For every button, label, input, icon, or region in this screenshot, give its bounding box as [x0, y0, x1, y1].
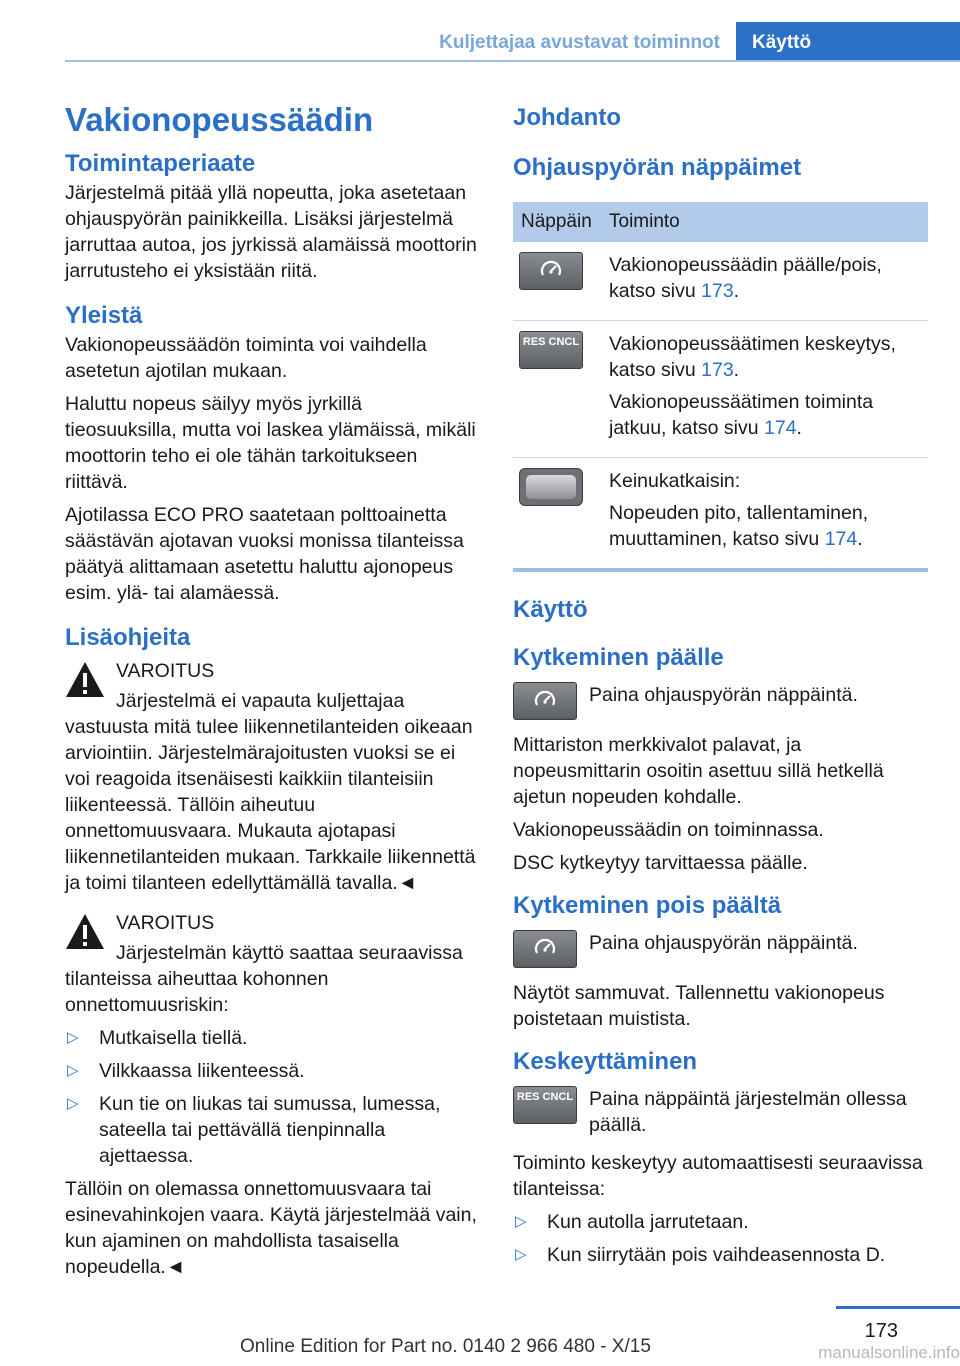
bullet-triangle-icon: ▷: [67, 1095, 79, 1112]
page-link[interactable]: 173: [701, 280, 734, 302]
page-link[interactable]: 174: [764, 417, 797, 439]
page-number: 173: [864, 1320, 898, 1342]
instruction-text: Paina ohjauspyörän näppäintä.: [589, 684, 858, 706]
key-instruction-on: [513, 682, 928, 720]
heading-switch-on: Kytkeminen päälle: [513, 644, 724, 671]
key-instruction-off: [513, 930, 928, 968]
page-link[interactable]: 173: [701, 359, 734, 381]
list-item: ▷ Mutkaisella tiellä.: [67, 1027, 248, 1049]
warning-block-2: [65, 910, 477, 1280]
paragraph-on-3: DSC kytkeytyy tarvittaessa päälle.: [513, 852, 808, 874]
key-instruction-pause: [513, 1086, 928, 1138]
warning-triangle-icon: [65, 912, 105, 952]
page-link[interactable]: 174: [824, 528, 858, 550]
table-cell-text: Keinukatkaisin:: [609, 470, 741, 492]
keys-table: [513, 202, 928, 572]
paragraph-on-2: Vakionopeussäädin on toiminnassa.: [513, 819, 824, 841]
paragraph-pause-1: Toiminto keskeytyy automaattisesti seuraavissa tilanteissa:: [513, 1152, 923, 1200]
warning-triangle-icon: [65, 660, 105, 700]
heading-steering-keys: Ohjauspyörän näppäimet: [513, 154, 802, 181]
column-header: Toiminto: [601, 202, 928, 242]
bullet-triangle-icon: ▷: [515, 1213, 527, 1230]
heading-lisaohjeita: Lisäohjeita: [65, 624, 191, 651]
chapter-breadcrumb: Kuljettajaa avustavat toiminnot: [439, 32, 720, 53]
table-cell-text: Nopeuden pito, tallentaminen, muuttaminen, katso sivu 174.: [609, 502, 869, 550]
right-column: [513, 102, 928, 1275]
footer-rule: [836, 1306, 960, 1309]
warning-block-1: [65, 658, 477, 896]
bullet-triangle-icon: ▷: [67, 1062, 79, 1079]
warning-text-2: Järjestelmän käyttö saattaa seuraavissa tilanteissa aiheuttaa kohonnen onnettomuusriskin:: [65, 942, 463, 1016]
res-cncl-button-icon: RES CNCL: [519, 331, 583, 369]
rocker-switch-icon: [519, 468, 583, 506]
table-row: [513, 242, 928, 321]
instruction-text: Paina ohjauspyörän näppäintä.: [589, 932, 858, 954]
table-cell-text: Vakionopeussäädin päälle/pois, katso sivu 173.: [609, 254, 882, 302]
paragraph-general-3: Ajotilassa ECO PRO saatetaan polttoainetta säästävän ajotavan vuoksi monissa tilanteissa päätyä alittamaan asetettu haluttu ajonopeus esim. ylä- tai alamäessä.: [65, 504, 464, 604]
table-row: [513, 458, 928, 571]
paragraph-principle: Järjestelmä pitää yllä nopeutta, joka asetetaan ohjauspyörän painikkeilla. Lisäksi järjestelmä jarruttaa autoa, jos jyrkissä alamäissä moottorin jarrutusteho ei yksistään riitä.: [65, 182, 477, 282]
heading-switch-off: Kytkeminen pois päältä: [513, 892, 782, 919]
paragraph-off-1: Näytöt sammuvat. Tallennettu vakionopeus poistetaan muistista.: [513, 982, 885, 1030]
res-cncl-button-icon: RES CNCL: [513, 1086, 577, 1124]
heading-johdanto: Johdanto: [513, 104, 621, 131]
page-header: [0, 22, 960, 64]
page-footer: [0, 1300, 960, 1362]
table-row: [513, 321, 928, 458]
heading-kaytto: Käyttö: [513, 596, 588, 623]
watermark: manualsonline.info: [818, 1343, 960, 1362]
section-tab: Käyttö: [752, 32, 812, 53]
list-item: ▷ Vilkkaassa liikenteessä.: [67, 1060, 305, 1082]
paragraph-general-1: Vakionopeussäädön toiminta voi vaihdella asetetun ajotilan mukaan.: [65, 334, 427, 382]
bullet-triangle-icon: ▷: [67, 1029, 79, 1046]
warning-text-1: Järjestelmä ei vapauta kuljettajaa vastuusta mitä tulee liikennetilanteiden oikeaan arviointiin. Järjestelmärajoitusten vuoksi se ei voi reagoida itsenäisesti kaikkiin tilanteisiin liikenteessä. Tällöin aiheutuu onnettomuusvaara. Mukauta ajotapasi liikennetilanteiden mukaan. Tarkkaile liikennettä ja toimi tilanteen edellyttämällä tavalla.◄: [65, 690, 476, 894]
paragraph-general-2: Haluttu nopeus säilyy myös jyrkillä tieosuuksilla, mutta voi laskea ylämäissä, mikäli moottorin teho ei ole tähän tarkoitukseen riittävä.: [65, 393, 476, 493]
list-item: ▷ Kun siirrytään pois vaihdeasennosta D.: [515, 1244, 886, 1266]
warning-title: VAROITUS: [116, 912, 215, 934]
risk-list: [65, 1025, 477, 1169]
list-item: ▷ Kun autolla jarrutetaan.: [515, 1211, 749, 1233]
column-header: Näppäin: [513, 202, 601, 242]
page-title: Vakionopeussäädin: [65, 101, 374, 138]
edition-text: Online Edition for Part no. 0140 2 966 480 - X/15: [240, 1336, 651, 1357]
warning-conclusion: Tällöin on olemassa onnettomuusvaara tai esinevahinkojen vaara. Käytä järjestelmää vain, kun ajaminen on mahdollista tasaisella nopeudella.◄: [65, 1178, 477, 1278]
warning-title: VAROITUS: [116, 660, 215, 682]
bullet-triangle-icon: ▷: [515, 1246, 527, 1263]
table-cell-text: Vakionopeussäätimen toiminta jatkuu, katso sivu 174.: [609, 391, 874, 439]
left-column: [65, 100, 477, 1287]
heading-pause: Keskeyttäminen: [513, 1048, 698, 1075]
heading-toimintaperiaate: Toimintaperiaate: [65, 150, 256, 177]
paragraph-on-1: Mittariston merkkivalot palavat, ja nopeusmittarin osoitin asettuu sillä hetkellä ajetun nopeuden kohdalle.: [513, 734, 884, 808]
cruise-button-icon: [519, 252, 583, 290]
list-item: ▷ Kun tie on liukas tai sumussa, lumessa, sateella tai pettävällä tienpinnalla ajettaessa.: [67, 1093, 441, 1167]
table-header-row: [513, 202, 928, 242]
table-cell-text: Vakionopeussäätimen keskeytys, katso sivu 173.: [609, 333, 896, 381]
header-rule: [65, 60, 960, 62]
cruise-button-icon: [513, 930, 577, 968]
heading-yleista: Yleistä: [65, 302, 143, 329]
pause-list: [513, 1209, 928, 1268]
instruction-text: Paina näppäintä järjestelmän ollessa päällä.: [589, 1088, 907, 1136]
cruise-button-icon: [513, 682, 577, 720]
